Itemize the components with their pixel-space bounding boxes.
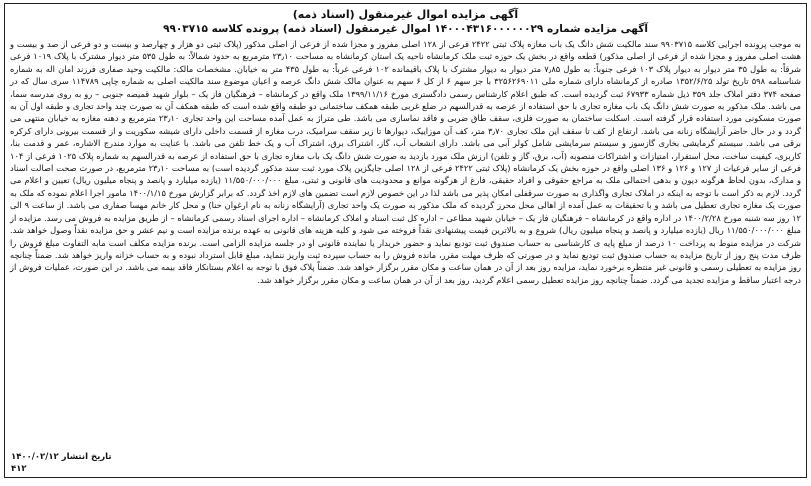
notice-title: آگهی مزایده اموال غیرمنقول (اسناد ذمه) — [292, 8, 519, 21]
notice-code: ۴۱۲ — [11, 464, 27, 474]
notice-footer — [11, 451, 800, 475]
notice-subtitle: آگهی مزایده شماره ۱۴۰۰۰۴۳۱۶۰۰۰۰۰۰۲۹ اموال غیرمنقول (اسناد ذمه) پرونده کلاسه ۹۹۰۳۷۱۵ — [163, 23, 648, 35]
notice-body: به موجب پرونده اجرایی کلاسه ۹۹۰۳۷۱۵ سند مالکیت شش دانگ یک باب مغازه پلاک ثبتی ۲۴۲۲ فرعی از ۱۲۸ اصلی مفروز و مجزا شده از فرعی از اصلی مذکور (پلاک ثبتی دو هزار و چهارصد و بیست و دو فرعی از صد و بیست و هشت اصلی مفروز و مجزا شده از فرعی از اصلی مذکور) قطعه واقع در بخش یک حوزه ثبت ملک کرمانشاه ناحیه یک استان کرمانشاه به مساحت ۲۳٫۱۰ مترمربع به حدود شمالاً: به طول ۵۳۵ متر دیوار مشترک با پلاک ۱۰۱۹ فرعی شرقاً: به طول ۳۵ متر دیوار به دیوار پلاک ۱۰۳ فرعی جنوباً: به طول ۷٫۸۵ متر دیوار به دیوار مشترک با پلاک باقیمانده ۱۰۲ فرعی غرباً: به طول ۴۳۵ متر به خیابان. مشخصات مالک: مالکیت وحید صفاری فرزند امان اله به شماره شناسنامه ۵۹۸ تاریخ تولد ۱۳۵۲/۶/۲۵ صادره از کرمانشاه دارای شماره ملی ۳۲۵۶۲۶۹۰۱۱ با جز سهم ۶ از کل ۶ سهم به عنوان مالک شش دانگ عرصه و اعیان موضوع سند مالکیت اصلی به شماره چاپی ۱۱۴۷۸۹ سری سال که در صفحه ۳۷۴ دفتر املاک جلد ۳۵۹ ذیل شماره ۶۷۹۳۳ ثبت گردیده است. که طبق اعلام کارشناس رسمی دادگستری مورخ ۱۳۹۹/۱۱/۱۶ ملک واقع در کرمانشاه – فرهنگیان فاز یک – بلوار شهید قمیصه جنوبی – رو به روی مدرسه سما، می باشد. ملک مذکور به صورت شش دانگ یک باب مغازه تجاری با حق استفاده از عرصه به قدرالسهم در ضلع غربی طبقه همکف ساختمانی دو طبقه واقع شده است که طبقه همکف آن به صورت چند واحد تجاری و طبقه اول آن به صورت مسکونی مورد استفاده قرار گرفته است. اسکلت ساختمان به صورت فلزی، سقف طاق ضربی و فاقد نماسازی می باشد. طی متراژ به عمل آمده مساحت این واحد تجاری ۲۳٫۱۰ مترمربع و دهنه مغازه به خیابان منتهی می گردد و در حال حاضر آرایشگاه زنانه می باشد. ارتفاع از کف تا سقف این ملک تجاری ۳٫۷۰ متر، کف آن موزاییک، دیوارها تا زیر سقف سرامیک، درب مغازه از قسمت داخلی دارای شیشه سکوریت و از قسمت بیرونی دارای کرکره برقی می باشد. سیستم گرمایشی بخاری گازسوز و سیستم سرمایشی شامل کولر آبی می باشد. دارای انشعاب آب، گاز، اشتراک برق، اشتراک آب و یک خط تلفن می باشد. با عنایت به موارد مندرج الاشاره، عمر و قدمت بنا، کاربری، کیفیت ساخت، محل استقرار، امتیازات و اشتراکات منصوبه (آب، برق، گاز و تلفن) ارزش ملک مورد بازدید به صورت شش دانگ یک باب مغازه تجاری با حق استفاده از عرصه به قدرالسهم به شماره پلاک ۱۰۲۵ فرعی از ۱۰۴ فرعی از سایر فرعیات از ۱۲۷ و ۱۲۶ و ۱۳۶ اصلی واقع در حوزه بخش یک کرمانشاه (پلاک ثبتی ۲۴۲۲ فرعی از ۱۲۸ اصلی جایگزین پلاک مورد ثبت سند مذکور گردیده است) به مساحت ۲۳٫۱۰ مترمربع، در صورت صحت اصالت اسناد و مدارک، بدون لحاظ هرگونه دیون و بدهی احتمالی ملک به مراجع حقوقی و افراد حقیقی، فارغ از هرگونه موانع و محدودیت های قانونی و ثبتی، مبلغ ۱۱/۵۵۰/۰۰۰/۰۰۰ (یازده میلیارد و پانصد و پنجاه میلیون ریال) تعیین و اعلام می گردد. لازم به ذکر است با توجه به اینکه در املاک تجاری واگذاری به صورت سرقفلی امکان پذیر می باشد لذا در این خصوص لازم است تضمین های لازم اخذ گردد. که برابر گزارش مورخ ۱۴۰۰/۱/۱۵ مامور اجرا اعلام نموده که ملک به صورت یک مغازه تجاری تعطیل می باشد و با تحقیقات به عمل آمده از اهالی محل محرز گردیده که ملک مذکور به صورت یک واحد تجاری (آرایشگاه زنانه به نام ارغوان حنا) و محل کار خانم مهسا صفاری می باشد. از ساعت ۹ الی ۱۲ روز سه شنبه مورخ ۱۴۰۰/۲/۲۸ در اداره واقع در کرمانشاه – فرهنگیان فاز یک – خیابان شهید مطاعی – اداره کل ثبت اسناد و املاک کرمانشاه – اداره اجرای اسناد رسمی کرمانشاه – از طریق مزایده به فروش می رسد. مزایده از مبلغ ۱۱/۵۵۰/۰۰۰/۰۰۰ ریال (یازده میلیارد و پانصد و پنجاه میلیون ریال) شروع و به بالاترین قیمت پیشنهادی نقداً فروخته می شود و کلیه هزینه های قانونی به عهده برنده مزایده است و نیم عشر و حق مزایده نقداً وصول خواهد شد. شرکت در مزایده منوط به پرداخت ۱۰ درصد از مبلغ پایه ی کارشناسی به حساب صندوق ثبت تودیع نماید و حضور خریدار یا نماینده قانونی او در جلسه مزایده الزامی است. برنده مزایده مکلف است مابه التفاوت مبلغ فروش را ظرف مدت پنج روز از تاریخ مزایده به حساب صندوق ثبت تودیع نماید و در صورتی که ظرف مهلت مقرر، مانده فروش را به حساب سپرده ثبت واریز ننماید، مبلغ قابل استرداد نبوده و به حساب خزانه واریز خواهد شد. ضمناً چنانچه روز مزایده به تعطیلی رسمی و قانونی غیر منتظره برخورد نماید، مزایده روز بعد از آن در همان ساعت و مکان مقرر برگزار خواهد شد. ضمناً پلاک فوق با توجه به اعلام بستانکار فاقد بیمه می باشد. در این صورت، عملیات فروش از درجه اعتبار ساقط و مزایده تجدید می گردد. ضمناً چنانچه روز مزایده تعطیل رسمی اعلام گردید، روز بعد از آن در همان ساعت و مکان مقرر برگزار خواهد شد. — [10, 39, 801, 285]
publish-date: تاریخ انتشار ۱۴۰۰/۰۲/۱۲ — [11, 452, 112, 462]
notice-page — [4, 3, 807, 478]
